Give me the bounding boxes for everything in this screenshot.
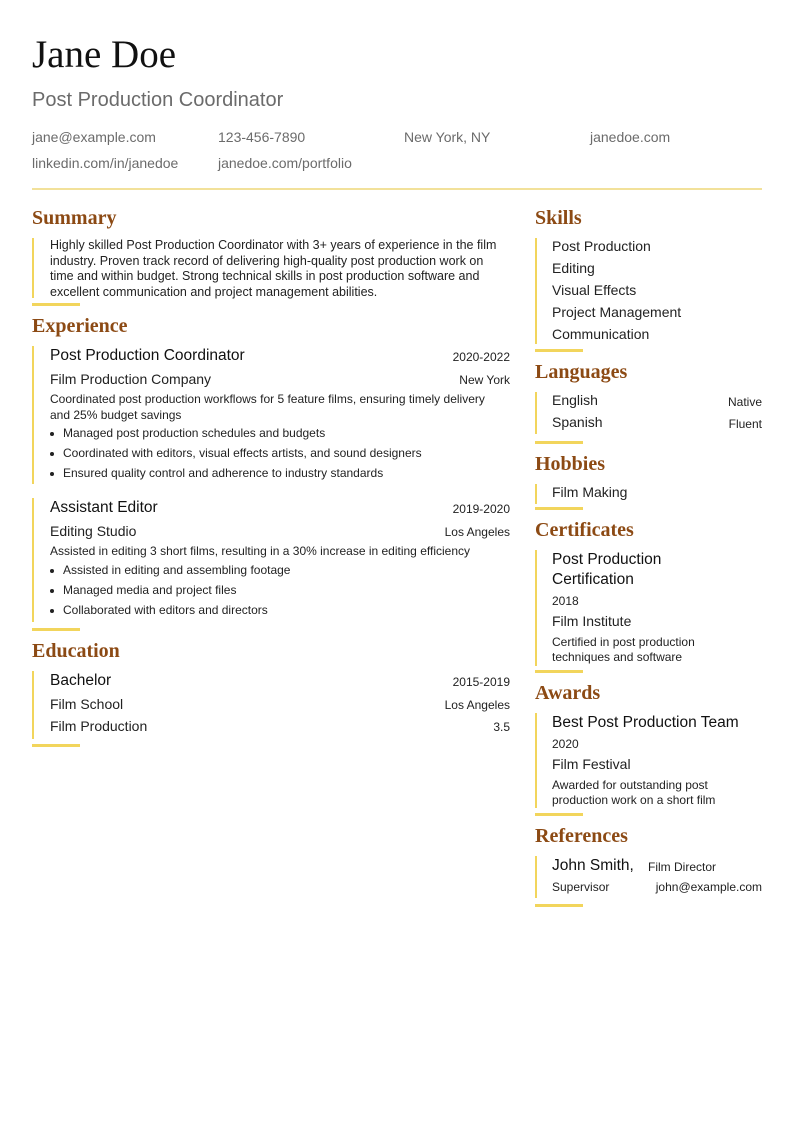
- certificates-underline: [535, 670, 583, 673]
- hobbies-heading: Hobbies: [535, 453, 606, 475]
- reference-email[interactable]: john@example.com: [655, 880, 762, 894]
- certificates-rule: [535, 550, 537, 666]
- hobby-item: Film Making: [552, 484, 628, 500]
- language-name: Spanish: [552, 414, 603, 430]
- contact-phone[interactable]: 123-456-7890: [218, 129, 306, 145]
- contact-website[interactable]: janedoe.com: [590, 129, 671, 145]
- certificate-name-line-1: Post Production: [552, 551, 662, 568]
- job-2-location: Los Angeles: [444, 525, 510, 539]
- certificate-issuer: Film Institute: [552, 613, 632, 629]
- award-name: Best Post Production Team: [552, 714, 739, 731]
- skill-item: Visual Effects: [552, 282, 637, 298]
- awards-heading: Awards: [535, 682, 601, 704]
- references-heading: References: [535, 825, 628, 847]
- award-description-line-1: Awarded for outstanding post: [552, 778, 708, 792]
- education-underline: [32, 744, 80, 747]
- skills-rule: [535, 238, 537, 344]
- reference-name: John Smith,: [552, 857, 634, 874]
- languages-heading: Languages: [535, 361, 628, 383]
- certificate-description-line-2: techniques and software: [552, 650, 683, 664]
- contact-location: New York, NY: [404, 129, 491, 145]
- languages-underline: [535, 441, 583, 444]
- language-level: Native: [727, 395, 762, 409]
- job-1-company: Film Production Company: [50, 371, 212, 387]
- education-school: Film School: [50, 696, 124, 712]
- job-2-bullet-1: Assisted in editing and assembling footage: [63, 563, 291, 577]
- references-rule: [535, 856, 537, 898]
- job-1-location: New York: [459, 373, 510, 387]
- reference-role: Film Director: [648, 860, 716, 874]
- award-issuer: Film Festival: [552, 756, 631, 772]
- award-year: 2020: [552, 737, 579, 751]
- languages-rule: [535, 392, 537, 434]
- language-name: English: [552, 392, 598, 408]
- job-2-rule: [32, 498, 34, 622]
- skill-item: Communication: [552, 326, 650, 342]
- reference-relation: Supervisor: [552, 880, 610, 894]
- summary-rule: [32, 238, 34, 298]
- skill-item: Post Production: [552, 238, 651, 254]
- job-2-description: Assisted in editing 3 short films, resulting in a 30% increase in editing efficiency: [50, 544, 470, 558]
- contact-email[interactable]: jane@example.com: [32, 129, 156, 145]
- skills-heading: Skills: [535, 207, 582, 229]
- contact-portfolio[interactable]: janedoe.com/portfolio: [218, 155, 352, 171]
- header-divider: [32, 188, 762, 190]
- education-location: Los Angeles: [444, 698, 510, 712]
- job-1-bullet-3: Ensured quality control and adherence to industry standards: [63, 466, 384, 480]
- certificate-name-line-2: Certification: [552, 571, 634, 588]
- job-1-role: Post Production Coordinator: [50, 347, 245, 364]
- language-level: Fluent: [728, 417, 762, 431]
- hobbies-underline: [535, 507, 583, 510]
- education-rule: [32, 671, 34, 739]
- education-dates: 2015-2019: [452, 675, 510, 689]
- certificates-heading: Certificates: [535, 519, 634, 541]
- contact-list: [32, 128, 772, 172]
- skill-item: Project Management: [552, 304, 682, 320]
- hobbies-rule: [535, 484, 537, 504]
- awards-underline: [535, 813, 583, 816]
- award-description-line-2: production work on a short film: [552, 793, 716, 807]
- job-1-rule: [32, 346, 34, 484]
- skill-item: Editing: [552, 260, 595, 276]
- job-2-role: Assistant Editor: [50, 499, 158, 516]
- job-2-company: Editing Studio: [50, 523, 137, 539]
- skills-underline: [535, 349, 583, 352]
- job-2-bullet-2: Managed media and project files: [63, 583, 237, 597]
- education-field: Film Production: [50, 718, 148, 734]
- candidate-title: Post Production Coordinator: [32, 89, 284, 111]
- candidate-name: Jane Doe: [32, 33, 177, 76]
- job-1-bullet-2: Coordinated with editors, visual effects artists, and sound designers: [63, 446, 422, 460]
- education-heading: Education: [32, 640, 120, 662]
- summary-heading: Summary: [32, 207, 117, 229]
- job-1-dates: 2020-2022: [452, 350, 510, 364]
- summary-underline: [32, 303, 80, 306]
- job-2-bullet-3: Collaborated with editors and directors: [63, 603, 268, 617]
- experience-underline: [32, 628, 80, 631]
- references-underline: [535, 904, 583, 907]
- education-gpa: 3.5: [493, 720, 510, 734]
- job-2-dates: 2019-2020: [452, 502, 510, 516]
- job-1-description: Coordinated post production workflows for 5 feature films, ensuring timely delivery and 25% budget savings: [50, 392, 485, 422]
- summary-text: Highly skilled Post Production Coordinator with 3+ years of experience in the film industry. Proven track record of delivering high-quality post production work on time and within budget. Strong technical skills in post production software and excellent communication and project management abilities.: [50, 238, 497, 299]
- contact-linkedin[interactable]: linkedin.com/in/janedoe: [32, 155, 179, 171]
- experience-heading: Experience: [32, 315, 128, 337]
- certificate-description-line-1: Certified in post production: [552, 635, 695, 649]
- job-1-bullet-1: Managed post production schedules and budgets: [63, 426, 326, 440]
- education-degree: Bachelor: [50, 672, 112, 689]
- awards-rule: [535, 713, 537, 808]
- certificate-year: 2018: [552, 594, 579, 608]
